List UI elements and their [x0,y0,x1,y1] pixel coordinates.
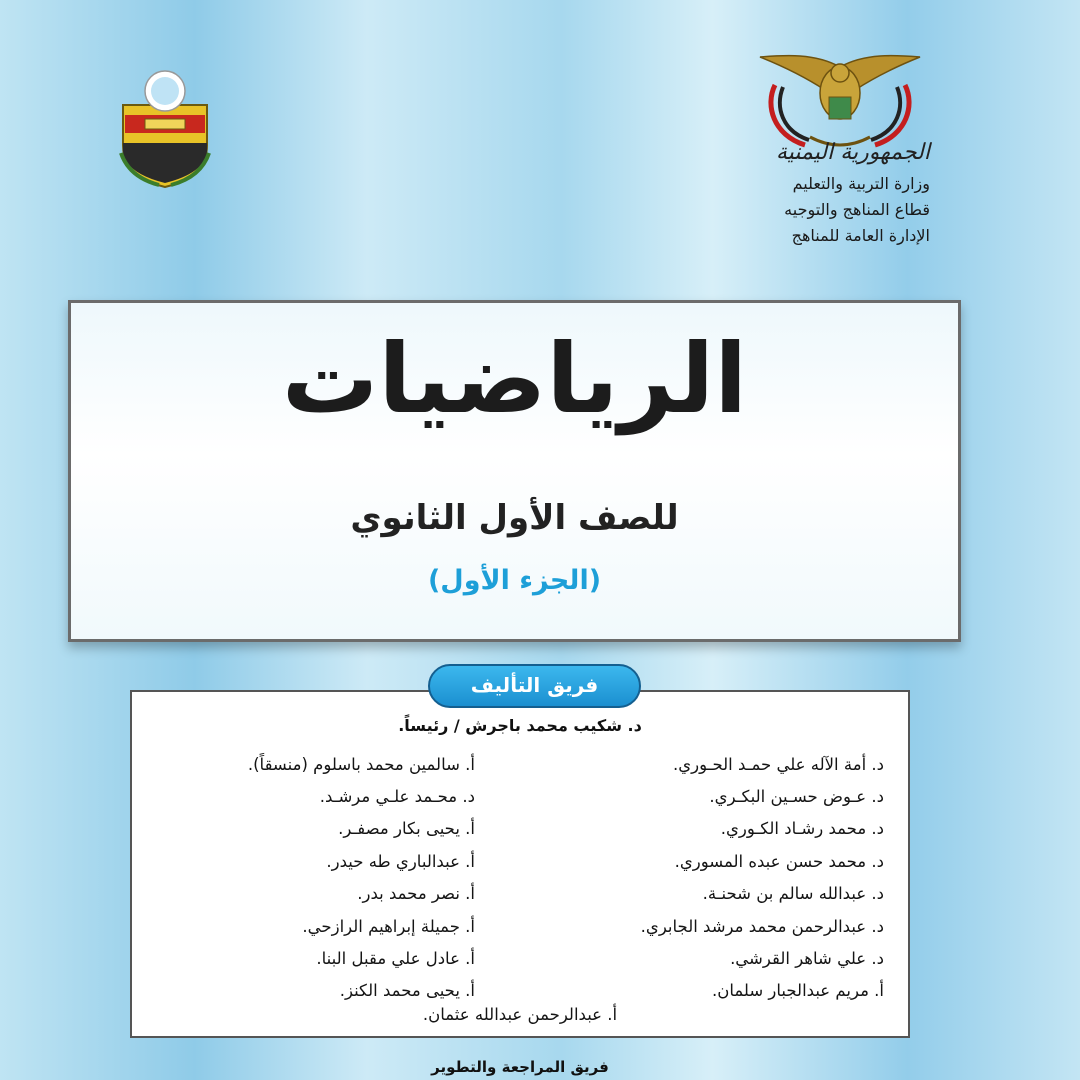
list-item [150,910,890,942]
list-item [150,780,890,812]
author-name: أ. عادل علي مقبل البنا. [316,949,475,969]
ministry-name: وزارة التربية والتعليم [792,174,930,193]
ministry-logo-icon [115,65,215,190]
yemen-emblem-icon [755,45,925,155]
author-name: د. عـوض حسـين البكـري. [709,787,884,807]
team-leader: د. شكيب محمد باجرش / رئيساً. [398,716,642,735]
book-title: الرياضيات [281,323,748,435]
author-name: أ. يحيى محمد الكنز. [339,981,475,1001]
sector-name: قطاع المناهج والتوجيه [784,200,930,219]
author-name: د. محـمد علـي مرشـد. [319,787,475,807]
author-name: أ. سالمين محمد باسلوم (منسقاً). [247,754,475,774]
department-name: الإدارة العامة للمناهج [791,226,930,245]
author-name: أ. مريم عبدالجبار سلمان. [711,981,884,1001]
author-name-last: أ. عبدالرحمن عبدالله عثمان. [422,1005,618,1024]
list-item [150,748,890,780]
list-item [150,942,890,974]
list-item [150,878,890,910]
author-name: أ. يحيى بكار مصفـر. [338,819,475,839]
list-item [150,845,890,877]
list-item [150,975,890,1007]
author-name: د. محمد حسن عبده المسوري. [674,851,884,871]
volume-label: (الجزء الأول) [427,565,602,596]
author-name: د. أمة الآله علي حمـد الحـوري. [673,754,884,774]
author-name: أ. نصر محمد بدر. [357,884,475,904]
grade-subtitle: للصف الأول الثانوي [350,498,679,538]
authors-list [150,748,890,1007]
review-team-label: فريق المراجعة والتطوير [431,1058,609,1076]
author-name: أ. جميلة إبراهيم الرازحي. [302,916,475,936]
author-name: د. علي شاهر القرشي. [730,949,884,969]
title-panel [68,300,961,642]
issuing-organization [650,140,930,249]
authors-team-label: فريق التأليف [428,664,641,708]
author-name: د. عبدالرحمن محمد مرشد الجابري. [640,916,884,936]
author-name: د. عبدالله سالم بن شحنـة. [702,884,884,904]
republic-name: الجمهورية اليمنية [775,140,930,165]
list-item [150,813,890,845]
author-name: أ. عبدالباري طه حيدر. [326,851,475,871]
author-name: د. محمد رشـاد الكـوري. [720,819,884,839]
